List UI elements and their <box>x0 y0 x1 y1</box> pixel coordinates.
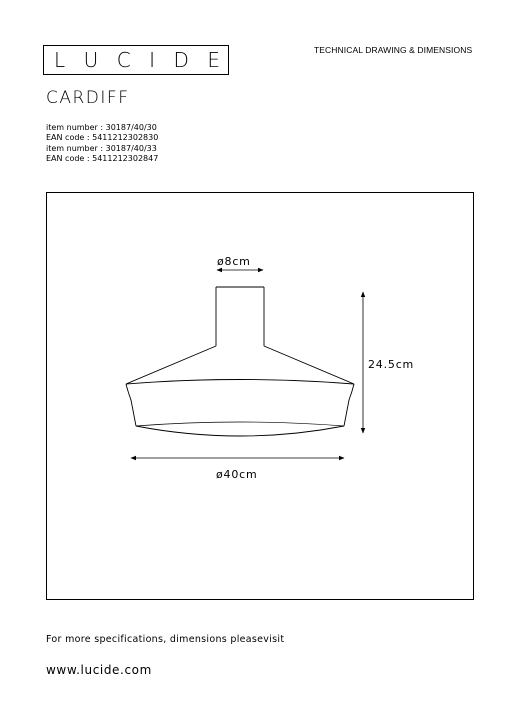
ean-code-line: EAN code : 5411212302847 <box>46 154 159 164</box>
lamp-bottom-edge <box>136 426 344 436</box>
logo-letter: I <box>149 48 156 72</box>
footer-note: For more specifications, dimensions pleasevisit <box>46 634 285 645</box>
lamp-shade-cone <box>126 346 354 384</box>
logo-letter: E <box>207 48 220 72</box>
lamp-outline <box>126 287 354 436</box>
top-diameter-label: ø8cm <box>217 255 251 268</box>
bottom-diameter-label: ø40cm <box>216 468 258 481</box>
height-label: 24.5cm <box>368 358 415 371</box>
item-number-line: item number : 30187/40/30 <box>46 123 157 132</box>
lamp-shade-rim <box>126 380 354 385</box>
logo-letter: D <box>173 48 189 72</box>
lamp-shade-skirt <box>126 384 354 426</box>
item-number-line: item number : 30187/40/33 <box>46 143 157 153</box>
lamp-stem <box>216 287 264 346</box>
logo-letter: C <box>116 48 131 72</box>
lamp-bottom-opening <box>136 422 344 426</box>
ean-code-line: EAN code : 5411212302830 <box>46 133 159 143</box>
website-link[interactable]: www.lucide.com <box>46 663 152 677</box>
logo-letter: U <box>83 48 99 72</box>
product-name: CARDIFF <box>46 88 130 108</box>
document-title: TECHNICAL DRAWING & DIMENSIONS <box>314 45 473 55</box>
logo-letter: L <box>54 48 66 72</box>
